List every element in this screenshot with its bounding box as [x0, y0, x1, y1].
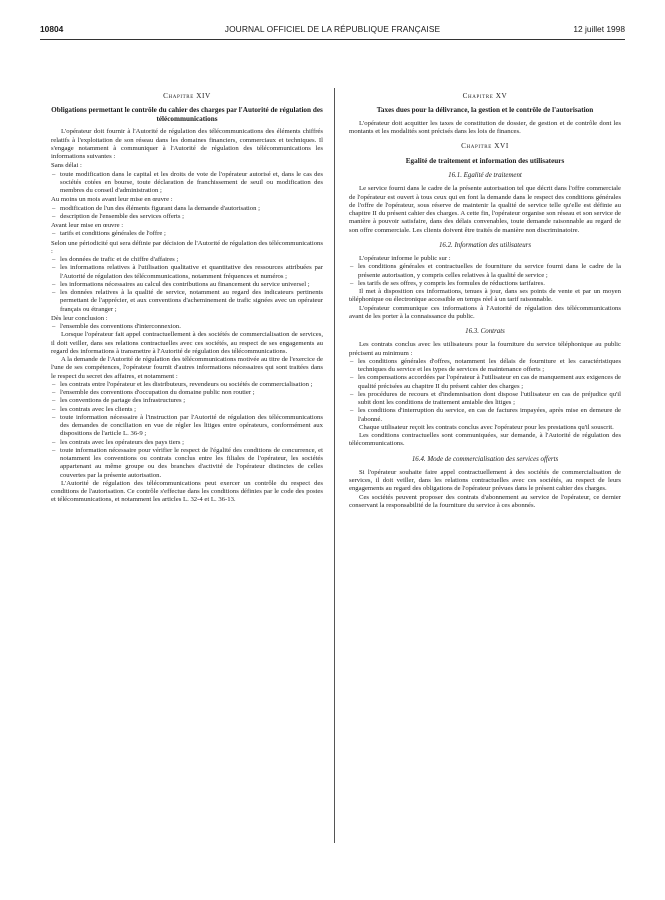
list-item: – les conditions d'interruption du service, en cas de factures impayées, après mise en demeure de l'abonné.	[349, 407, 621, 424]
list-item: – les contrats avec les opérateurs des pays tiers ;	[51, 439, 323, 447]
section-heading: 16.4. Mode de commercialisation des services offerts	[411, 455, 559, 463]
bullet-list	[51, 323, 323, 331]
list-item: – les procédures de recours et d'indemnisation dont dispose l'utilisateur en cas de préjudice qu'il subit dont les conditions de traitement amiable des litiges ;	[349, 391, 621, 408]
paragraph: L'opérateur doit acquitter les taxes de constitution de dossier, de gestion et de contrôle dont les montants et les modalités sont précisés dans les lois de finances.	[349, 119, 621, 136]
bullet-list	[51, 381, 323, 480]
list-item: – l'ensemble des conventions d'interconnexion.	[51, 323, 323, 331]
list-item: – description de l'ensemble des services offerts ;	[51, 213, 323, 221]
chapter-heading: Chapitre XVI	[461, 142, 509, 151]
list-item: – toute information nécessaire pour vérifier le respect de l'égalité des conditions de concurrence, et notamment les conventions ou contrats conclus entre les filiales de l'opérateur, les sociétés appartenant au même groupe ou des branches d'activité de l'opérateur distinctes de celles couvertes par la présente autorisation.	[51, 447, 323, 480]
list-item: – les contrats entre l'opérateur et les distributeurs, revendeurs ou sociétés de commercialisation ;	[51, 381, 323, 389]
list-lead: Sans délai :	[51, 162, 82, 170]
list-item: – les informations relatives à l'utilisation qualitative et quantitative des ressources attribuées par l'Autorité de régulation des télécommunications, notamment fréquences et numéros ;	[51, 264, 323, 281]
header-rule	[40, 39, 625, 40]
paragraph: A la demande de l'Autorité de régulation des télécommunications motivée au titre de l'exercice de l'une de ses compétences, l'opérateur fournit d'autres informations nécessaires qui sont traitées dans le respect du secret des affaires, et notamment :	[51, 356, 323, 380]
paragraph: L'opérateur doit fournir à l'Autorité de régulation des télécommunications des éléments chiffrés relatifs à l'exploitation de son réseau dans les domaines financiers, commerciaux et techniques. Il s'engage notamment à communiquer à l'Autorité de régulation des télécommunications les informations suivantes :	[51, 128, 323, 161]
bullet-list	[51, 205, 323, 222]
list-item: – modification de l'un des éléments figurant dans la demande d'autorisation ;	[51, 205, 323, 213]
chapter-title: Taxes dues pour la délivrance, la gestion et le contrôle de l'autorisation	[376, 106, 594, 115]
bullet-list	[51, 171, 323, 196]
list-item: – toute modification dans le capital et les droits de vote de l'opérateur autorisé et, dans le cas des sociétés cotées en bourse, toute déclaration de franchissement de seuil ou modification des membres du conseil d'administration ;	[51, 171, 323, 196]
list-item: – les données relatives à la qualité de service, notamment au regard des indicateurs pertinents permettant de l'apprécier, et aux conventions d'acheminement de trafic signées avec un opérateur français ou étranger ;	[51, 289, 323, 314]
list-lead: Au moins un mois avant leur mise en œuvre :	[51, 196, 173, 204]
chapter-title: Obligations permettant le contrôle du cahier des charges par l'Autorité de régulation des télécommunications	[51, 106, 323, 123]
section-heading: 16.2. Information des utilisateurs	[438, 241, 532, 249]
paragraph: Si l'opérateur souhaite faire appel contractuellement à des sociétés de commercialisation de services, il doit veiller, dans les relations contractuelles avec ces sociétés, au respect de leurs engagements au regard des obligations de l'opérateur prévues dans le présent cahier des charges.	[349, 468, 621, 493]
paragraph: L'Autorité de régulation des télécommunications peut exercer un contrôle du respect des conditions de l'autorisation. Ce contrôle s'effectue dans les conditions définies par le code des postes et télécommunications, et notamment les articles L. 32-4 et L. 36-13.	[51, 479, 323, 504]
list-lead: Dès leur conclusion :	[51, 314, 108, 322]
paragraph: L'opérateur communique ces informations à l'Autorité de régulation des télécommunications avant de les porter à la connaissance du public.	[349, 304, 621, 320]
paragraph: Chaque utilisateur reçoit les contrats conclus avec l'opérateur pour les prestations qu'il souscrit.	[359, 423, 614, 431]
list-item: – les informations nécessaires au calcul des contributions au financement du service universel ;	[51, 281, 323, 289]
column-divider	[334, 88, 335, 843]
list-item: – les conditions générales d'offres, notamment les délais de fourniture et les caractéristiques techniques du service et les types de services de maintenance offerts ;	[349, 358, 621, 375]
paragraph: Le service fourni dans le cadre de la présente autorisation tel que décrit dans l'offre commerciale de l'opérateur est ouvert à tous ceux qui en font la demande dans le respect des conditions générales de l'offre de l'opérateur, sous réserve de maintenir la qualité de service telle qu'elle est définie au chapitre II du présent cahier des charges. A cette fin, l'opérateur organise son réseau et son service de manière à pouvoir satisfaire, dans des délais convenables, toute demande raisonnable au regard de son offre commerciale. Les clients doivent être traités de manière non discriminatoire.	[349, 185, 621, 234]
list-item: – l'ensemble des conventions d'occupation du domaine public non routier ;	[51, 389, 323, 397]
bullet-list	[51, 256, 323, 314]
section-heading: 16.1. Egalité de traitement	[448, 172, 522, 180]
list-item: – les contrats avec les clients ;	[51, 406, 323, 414]
list-lead: Avant leur mise en œuvre :	[51, 222, 124, 230]
page-header	[40, 24, 625, 38]
list-item: – les conventions de partage des infrastructures ;	[51, 397, 323, 405]
issue-date: 12 juillet 1998	[573, 24, 625, 34]
right-column	[349, 92, 621, 510]
paragraph: Les contrats conclus avec les utilisateurs pour la fourniture du service téléphonique au public précisent au minimum :	[349, 341, 621, 357]
section-heading: 16.3. Contrats	[465, 328, 505, 336]
page-number: 10804	[40, 24, 64, 34]
chapter-heading: Chapitre XV	[462, 92, 508, 100]
paragraph: Il met à disposition ces informations, tenues à jour, dans ses points de vente et par un moyen téléphonique ou électronique accessible en temps réel à un tarif raisonnable.	[349, 288, 621, 304]
bullet-list	[349, 358, 621, 424]
list-item: – tarifs et conditions générales de l'offre ;	[51, 230, 323, 238]
bullet-list	[349, 263, 621, 288]
bullet-list	[51, 230, 323, 238]
chapter-title: Egalité de traitement et information des utilisateurs	[405, 156, 565, 165]
paragraph: Ces sociétés peuvent proposer des contrats d'abonnement au service de l'opérateur, ce dernier conservant la responsabilité de la fourniture du service à ces abonnés.	[349, 493, 621, 509]
list-item: – les données de trafic et de chiffre d'affaires ;	[51, 256, 323, 264]
list-lead: Selon une périodicité qui sera définie par décision de l'Autorité de régulation des télécommunications :	[51, 239, 323, 255]
paragraph: Les conditions contractuelles sont communiquées, sur demande, à l'Autorité de régulation des télécommunications.	[349, 432, 621, 448]
list-item: – les tarifs de ses offres, y compris les formules de réductions tarifaires.	[349, 280, 621, 288]
list-item: – les conditions générales et contractuelles de fourniture du service fourni dans le cadre de la présente autorisation, y compris celles relatives à la qualité de service ;	[349, 263, 621, 280]
chapter-heading: Chapitre XIV	[163, 92, 211, 100]
list-item: – les compensations accordées par l'opérateur à l'utilisateur en cas de manquement aux exigences de qualité précisées au chapitre II du présent cahier des charges ;	[349, 374, 621, 391]
paragraph: Lorsque l'opérateur fait appel contractuellement à des sociétés de commercialisation de services, il doit veiller, dans ses relations contractuelles avec ces sociétés, au respect de ses engagements au regard des informations à transmettre à l'Autorité de régulation des télécommunications.	[51, 331, 323, 355]
journal-title: JOURNAL OFFICIEL DE LA RÉPUBLIQUE FRANÇAISE	[224, 24, 441, 34]
left-column	[51, 92, 323, 505]
list-item: – toute information nécessaire à l'instruction par l'Autorité de régulation des télécommunications des demandes de conciliation en vue de régler les litiges entre opérateurs, conformément aux dispositions de l'article L. 36-9 ;	[51, 414, 323, 439]
paragraph: L'opérateur informe le public sur :	[359, 255, 451, 263]
